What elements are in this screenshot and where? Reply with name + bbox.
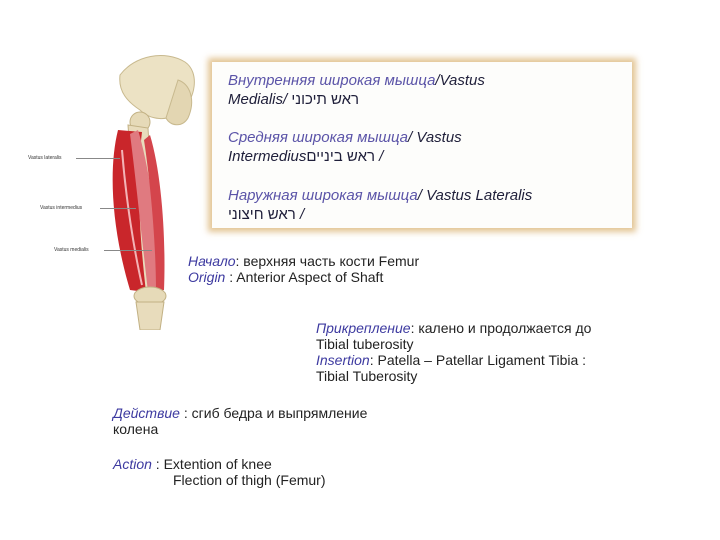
insertion-ru-key: Прикрепление bbox=[316, 320, 411, 336]
insertion-en-key: Insertion bbox=[316, 352, 370, 368]
insertion-ru-text-cont: Tibial tuberosity bbox=[316, 336, 414, 352]
label-vastus-lateralis: Vastus lateralis bbox=[28, 155, 62, 161]
insertion-en-text: : Patella – Patellar Ligament Tibia : bbox=[369, 352, 587, 368]
label-vastus-medialis: Vastus medialis bbox=[54, 247, 89, 253]
label-vastus-intermedius: Vastus intermedius bbox=[40, 205, 83, 211]
action-en-block bbox=[113, 456, 326, 488]
muscle-entry-medialis bbox=[228, 71, 485, 109]
separator: / bbox=[417, 187, 422, 204]
origin-en-key: Origin bbox=[188, 269, 226, 285]
muscle-hebrew-name: ראש חיצוני bbox=[228, 206, 296, 223]
muscle-ru-name: Средняя широкая мышца bbox=[228, 129, 409, 146]
tibia-bone bbox=[136, 302, 164, 330]
muscle-ru-name: Наружная широкая мышца bbox=[228, 187, 418, 204]
muscle-latin-name: Vastus bbox=[412, 129, 462, 146]
anatomy-figure bbox=[0, 0, 220, 330]
insertion-block bbox=[316, 320, 591, 384]
separator: / bbox=[408, 129, 413, 146]
muscle-latin-name-cont: Intermedius bbox=[228, 148, 307, 165]
action-ru-text: : сгиб бедра и выпрямление bbox=[179, 405, 368, 421]
leader-line-intermedius bbox=[100, 208, 136, 209]
insertion-ru-text: : калено и продолжается до bbox=[410, 320, 592, 336]
muscle-tail: / bbox=[295, 206, 305, 223]
muscle-hebrew-name: ראש תיכוני bbox=[291, 91, 360, 108]
action-ru-block bbox=[113, 405, 367, 437]
action-en-text: : Extention of knee bbox=[151, 456, 272, 472]
origin-block bbox=[188, 253, 419, 285]
muscle-latin-name: Vastus bbox=[439, 72, 485, 89]
action-ru-text-cont: колена bbox=[113, 421, 159, 437]
leader-line-medialis bbox=[104, 250, 152, 251]
action-en-text-cont: Flection of thigh (Femur) bbox=[173, 472, 326, 488]
muscle-latin-name: Vastus Lateralis bbox=[421, 187, 533, 204]
muscle-latin-name-cont: Medialis/ bbox=[228, 91, 288, 108]
origin-en-text: : Anterior Aspect of Shaft bbox=[225, 269, 384, 285]
action-ru-key: Действие bbox=[113, 405, 180, 421]
insertion-en-text-cont: Tibial Tuberosity bbox=[316, 368, 418, 384]
origin-ru-key: Начало bbox=[188, 253, 236, 269]
separator: / bbox=[435, 72, 440, 89]
muscle-entry-lateralis bbox=[228, 186, 532, 224]
muscle-hebrew-name: ראש ביניים bbox=[306, 148, 375, 165]
muscle-tail: / bbox=[375, 148, 384, 165]
action-en-key: Action bbox=[113, 456, 152, 472]
origin-ru-text: : верхняя часть кости Femur bbox=[235, 253, 420, 269]
thigh-illustration bbox=[0, 0, 220, 330]
leader-line-lateralis bbox=[76, 158, 120, 159]
muscle-entry-intermedius bbox=[228, 128, 462, 166]
muscle-ru-name: Внутренняя широкая мышца bbox=[228, 72, 436, 89]
